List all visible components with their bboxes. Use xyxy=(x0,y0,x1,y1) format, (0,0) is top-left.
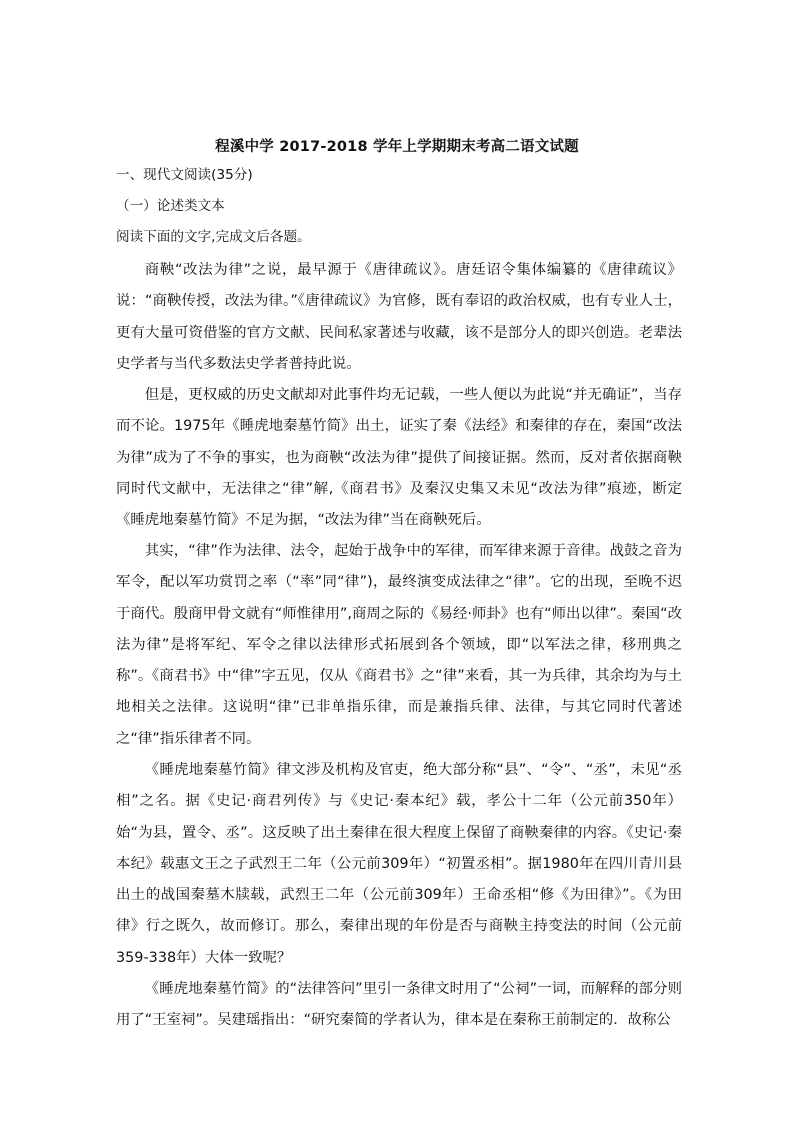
section-heading: 一、现代文阅读(35分) xyxy=(116,167,253,183)
paragraph-1: 商鞅“改法为律”之说，最早源于《唐律疏议》。唐廷诏令集体编纂的《唐律疏议》说：“商鞅传授，改法为律。”《唐律疏议》为官修，既有奉诏的政治权威，也有专业人士，更有大量可资借鉴的官方文献、民间私家著述与收藏，该不是部分人的即兴创造。老辈法史学者与当代多数法史学者普持此说。 xyxy=(116,262,682,372)
paragraph-3: 其实，“律”作为法律、法令，起始于战争中的军律，而军律来源于音律。战鼓之音为军令，配以军功赏罚之率（“率”同“律”)，最终演变成法律之“律”。它的出现，至晚不迟于商代。殷商甲骨文就有“师惟律用”,商周之际的《易经·师卦》也有“师出以律”。秦国“改法为律”是将军纪、军令之律以法律形式拓展到各个领域，即“以军法之律，移刑典之称”。 xyxy=(116,543,682,685)
paragraph-5: 《睡虎地秦墓竹简》律文涉及机构及官吏，绝大部分称“县”、“令”、“丞”，未见“丞相”之名。据《史记·商君列传》与《史记·秦本纪》载，孝公十二年（公元前350年）始“为县，置令、丞”。这反映了出土秦律在很大程度上保留了商鞅秦律的内容。《史记·秦本纪》载惠文王之子武烈王二年（公元前309年）“初置丞相”。据1980年在四川青川县出土的战国秦墓木牍载，武烈王二年（公元前309年）王命丞相“修《为田律》”。《为田律》行之既久，故而修订。那么，秦律出现的年份是否与商鞅主持变法的时间（公元前359-338年）大体一致呢？ xyxy=(116,762,682,966)
subsection-heading: （一）论述类文本 xyxy=(116,198,225,214)
paragraph-2: 但是，更权威的历史文献却对此事件均无记载，一些人便以为此说“并无确证”，当存而不论。1975年《睡虎地秦墓竹简》出土，证实了秦《法经》和秦律的存在，秦国“改法为律”成为了不争的事实，也为商鞅“改法为律”提供了间接证据。然而，反对者依据商鞅同时代文献中，无法律之“律”解,《商君书》及秦汉史集又未见“改法为律”痕迹，断定《睡虎地秦墓竹简》不足为据，“改法为律”当在商鞅死后。 xyxy=(116,387,682,529)
reading-instruction: 阅读下面的文字,完成文后各题。 xyxy=(116,229,311,245)
document-title: 程溪中学 2017-2018 学年上学期期末考高二语文试题 xyxy=(215,139,579,155)
paragraph-6: 《睡虎地秦墓竹简》的“法律答问”里引一条律文时用了“公祠”一词，而解释的部分则用了“王室祠”。吴建瑶指出：“研究秦简的学者认为，律本是在秦称王前制定的．故称公 xyxy=(116,981,682,1029)
paragraph-4: 《商君书》中“律”字五见，仅从《商君书》之“律”来看，其一为兵律，其余均为与土地相关之法律。这说明“律”已非单指乐律，而是兼指兵律、法律，与其它同时代著述之“律”指乐律者不同。 xyxy=(116,668,682,747)
